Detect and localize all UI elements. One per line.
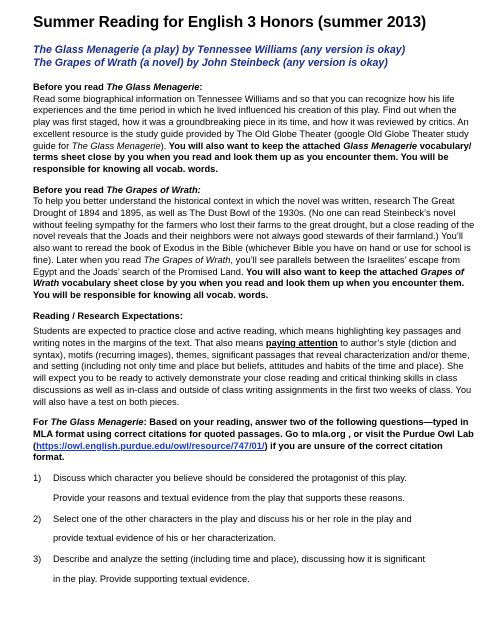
- prompt-text: [33, 417, 475, 464]
- section-body: [33, 196, 475, 301]
- question-number: 2): [33, 513, 42, 524]
- body-text: Read some biographical information on Tennessee Williams and so that you can recognize how his life experiences and the time period in which he lived influenced his creation of this play. Find out when the play was first staged, how it was a groundbreaking piece in its time, and how it was reviewed by critics. An excellent resource is the study guide provided by The Old Globe Theater (google Old Globe Theater study guide for: [33, 93, 469, 151]
- book-glass-menagerie: [33, 44, 475, 57]
- question-line: Describe and analyze the setting (including time and place), discussing how it is significant: [53, 553, 426, 564]
- book-title: The Glass Menagerie: [33, 44, 139, 56]
- question-number: 3): [33, 553, 42, 564]
- question-line: in the play. Provide supporting textual evidence.: [53, 573, 250, 584]
- question-list: [33, 473, 475, 585]
- body-title: The Glass Menagerie: [71, 140, 161, 151]
- section-expectations: [33, 311, 475, 409]
- book-info: (a play) by Tennessee Williams (any version is okay): [138, 44, 406, 56]
- question-item: [33, 473, 475, 504]
- body-text: To help you better understand the historical context in which the novel was written, research The Great Drought of 1894 and 1895, as well as The Dust Bowl of the 1930s. (No one can read Steinbeck’s novel without feeling sympathy for the farmers who lost their farms to the great drought, but a close reading of the novel reveals that the Joads and their neighbors were not always good stewards of their farmland.) You’ll also want to reread the book of Exodus in the Bible (whichever Bible you have on hand or use for school is fine). Later when you read: [33, 196, 475, 265]
- heading-title: The Glass Menagerie: [106, 82, 200, 92]
- body-text: Students are expected to practice close and active reading, which means highlighting key passages and writing notes in the margins of the text. That also means: [33, 326, 461, 349]
- section-glass-menagerie: [33, 82, 475, 176]
- purdue-owl-link[interactable]: https://owl.english.purdue.edu/owl/resource/747/01/: [36, 440, 265, 451]
- prompt-text-body: : Based on your reading, answer two of the following questions—typed in MLA format using correct citations for quoted passages. Go to mla.org , or visit the Purdue Owl Lab (: [33, 417, 474, 451]
- book-grapes-of-wrath: [33, 57, 475, 70]
- section-body: [33, 94, 475, 176]
- question-number: 1): [33, 473, 42, 484]
- heading-title: The Grapes of Wrath:: [106, 184, 201, 195]
- section-heading: [33, 185, 475, 197]
- bold-title: Glass Menagerie: [343, 140, 418, 151]
- question-line: Select one of the other characters in the play and discuss his or her role in the play and: [53, 513, 412, 524]
- question-line: provide textual evidence of his or her characterization.: [53, 533, 276, 544]
- bold-instruction: vocabulary/ terms sheet close by you when you read and look them up as you encounter them. You will be responsible for knowing all vocab. words.: [33, 140, 472, 174]
- body-title: The Grapes of Wrath: [143, 254, 231, 265]
- section-heading: Reading / Research Expectations:: [33, 310, 183, 321]
- prompt-text-pre: For: [33, 417, 51, 428]
- page-title: Summer Reading for English 3 Honors (summer 2013): [33, 14, 427, 31]
- heading-text: Before you read: [33, 184, 107, 195]
- body-text: , you’ll see parallels between the Israelites’ escape from Egypt and the Joads’ search of the Promised Land.: [33, 254, 461, 277]
- section-grapes-of-wrath: [33, 185, 475, 302]
- bold-title: Grapes of Wrath: [33, 266, 464, 289]
- body-text: ).: [160, 140, 167, 151]
- heading-punct: :: [199, 82, 203, 92]
- body-text: to author’s style (diction and syntax), motifs (recurring images), themes, significant passages that reveal characterization and/or theme, and setting (including not only time and place but beliefs, attitudes and habits of the time and place). She will expect you to be ready to actively demonstrate your close reading and critical thinking skills in class discussions as well as in-class and outside of class writing assignments in the first two weeks of class. You will also have a test on both pieces.: [33, 338, 472, 407]
- book-title: The Grapes of Wrath: [33, 57, 137, 69]
- bold-instruction: vocabulary sheet close by you when you read and look them up when you encounter them. You will be responsible for knowing all vocab. words.: [33, 278, 465, 300]
- prompt-title: The Glass Menagerie: [50, 417, 144, 428]
- bold-instruction: You will also want to keep the attached: [166, 140, 344, 151]
- section-body: [33, 326, 475, 408]
- emphasis-text: paying attention: [265, 338, 338, 349]
- section-prompt: [33, 417, 475, 464]
- book-info: (a novel) by John Steinbeck (any version is okay): [137, 57, 388, 69]
- book-list: [33, 44, 475, 70]
- prompt-text-end: ) if you are unsure of the correct citation format.: [33, 440, 443, 463]
- section-heading: [33, 82, 475, 94]
- question-item: [33, 514, 475, 545]
- question-line: Provide your reasons and textual evidence from the play that supports these reasons.: [53, 492, 405, 503]
- question-line: Discuss which character you believe should be considered the protagonist of this play.: [53, 473, 407, 484]
- question-item: [33, 554, 475, 585]
- bold-instruction: You will also want to keep the attached: [246, 266, 421, 277]
- heading-text: Before you read: [33, 82, 107, 92]
